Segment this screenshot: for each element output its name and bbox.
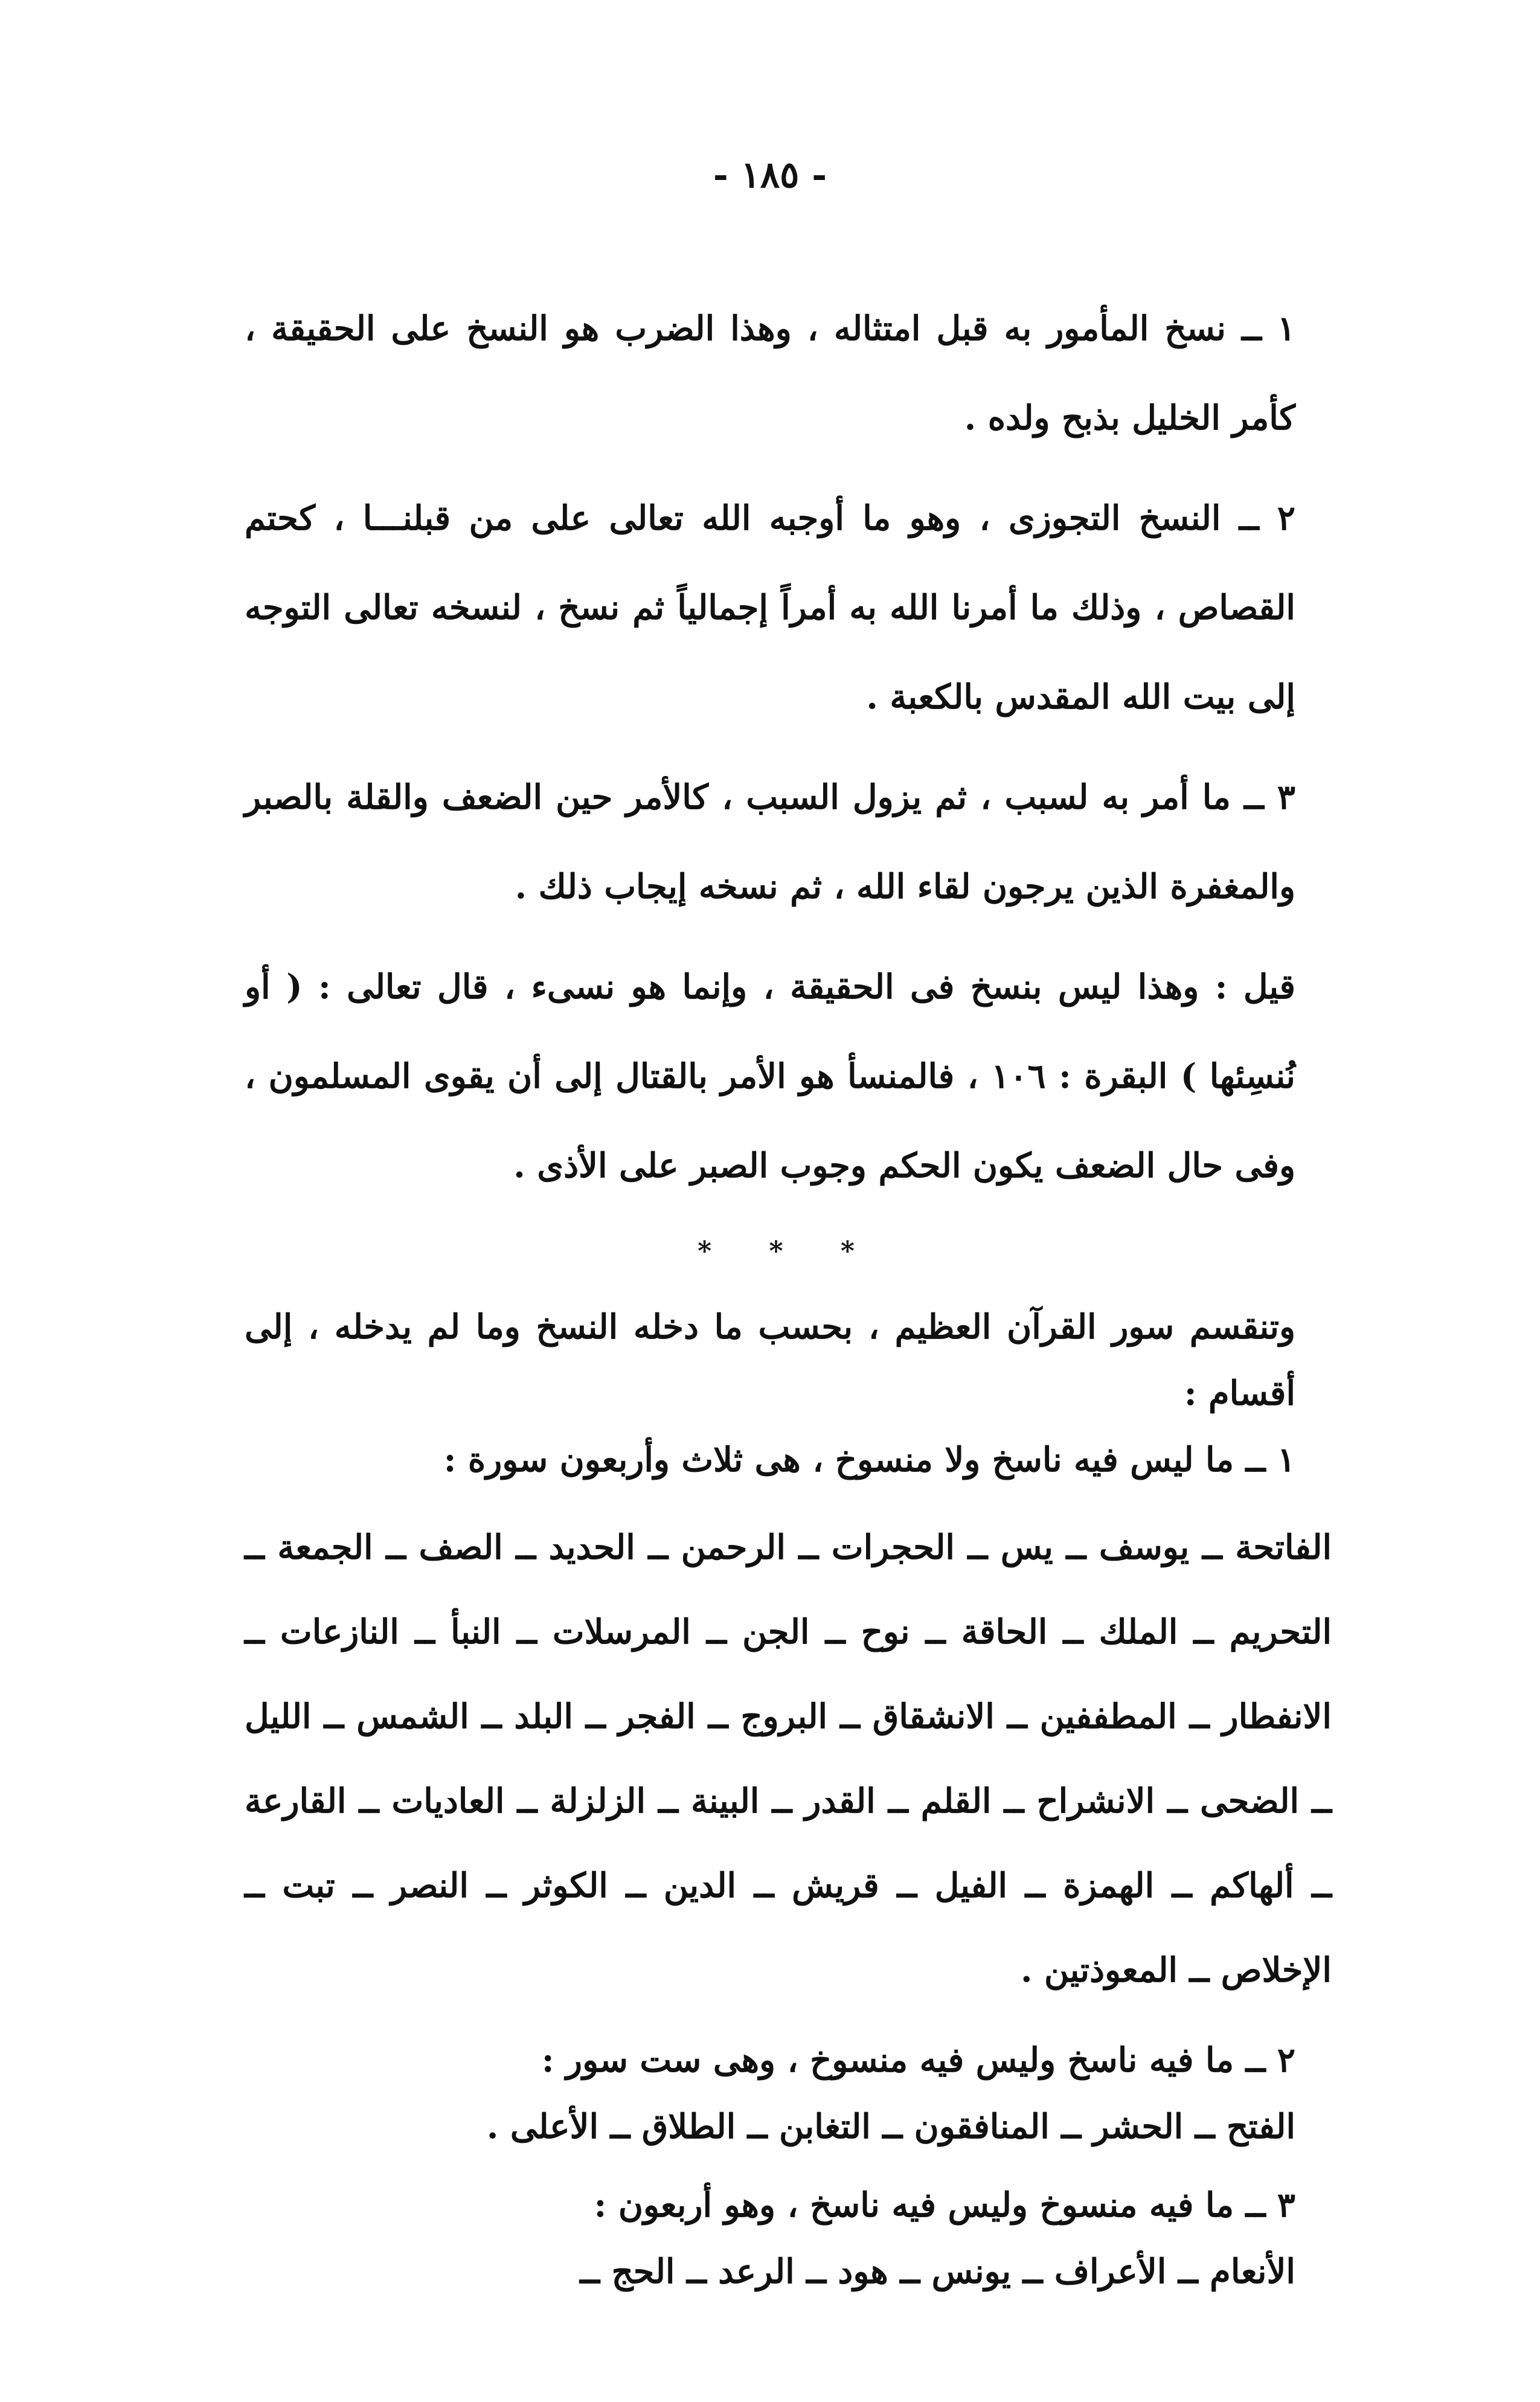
- paragraph-abrogation-type-2: ٢ ــ النسخ التجوزى ، وهو ما أوجبه الله تعالى على من قبلنـــا ، كحتم القصاص ، وذلك ما أمرنا الله به أمراً إجمالياً ثم نسخ ، لنسخه تعالى التوجه إلى بيت الله المقدس بالكعبة .: [245, 498, 1295, 717]
- paragraph-abrogation-type-3: ٣ ــ ما أمر به لسبب ، ثم يزول السبب ، كالأمر حين الضعف والقلة بالصبر والمغفرة الذين يرجون لقاء الله ، ثم نسخه إيجاب ذلك .: [245, 777, 1295, 907]
- paragraph-commentary: قيل : وهذا ليس بنسخ فى الحقيقة ، وإنما هو نسىء ، قال تعالى : ( أو نُنسِئها ) البقرة : ١٠٦ ، فالمنسأ هو الأمر بالقتال إلى أن يقوى المسلمون ، وفى حال الضعف يكون الحكم وجوب الصبر على الأذى .: [245, 967, 1295, 1186]
- section3-surah-list: الأنعام ــ الأعراف ــ يونس ــ هود ــ الرعد ــ الحج ــ: [580, 2252, 1295, 2291]
- intro-line: وتنقسم سور القرآن العظيم ، بحسب ما دخله النسخ وما لم يدخله ، إلى أقسام :: [245, 1307, 1295, 1413]
- section2-surah-list: الفتح ــ الحشر ــ المنافقون ــ التغابن ــ الطلاق ــ الأعلى .: [486, 2107, 1295, 2147]
- page-number: - ١٨٥ -: [713, 154, 827, 196]
- section1-heading: ١ ــ ما ليس فيه ناسخ ولا منسوخ ، هى ثلاث وأربعون سورة :: [443, 1440, 1295, 1480]
- section-separator: * * *: [698, 1236, 879, 1267]
- section1-surah-list: الفاتحة ــ يوسف ــ يس ــ الحجرات ــ الرحمن ــ الحديد ــ الصف ــ الجمعة ــ التحريم ــ الملك ــ الحاقة ــ نوح ــ الجن ــ المرسلات ــ النبأ ــ النازعات ــ الانفطار ــ المطففين ــ الانشقاق ــ البروج ــ الفجر ــ البلد ــ الشمس ــ الليل ــ الضحى ــ الانشراح ــ القلم ــ القدر ــ البينة ــ الزلزلة ــ العاديات ــ القارعة ــ ألهاكم ــ الهمزة ــ الفيل ــ قريش ــ الدين ــ الكوثر ــ النصر ــ تبت ــ الإخلاص ــ المعوذتين .: [245, 1527, 1332, 1990]
- paragraph-abrogation-type-1: ١ ــ نسخ المأمور به قبل امتثاله ، وهذا الضرب هو النسخ على الحقيقة ، كأمر الخليل بذبح ولده .: [245, 309, 1295, 438]
- page-body: [245, 284, 1332, 2305]
- section3-heading: ٣ ــ ما فيه منسوخ وليس فيه ناسخ ، وهو أربعون :: [594, 2185, 1295, 2225]
- section2-heading: ٢ ــ ما فيه ناسخ وليس فيه منسوخ ، وهى ست سور :: [541, 2040, 1295, 2080]
